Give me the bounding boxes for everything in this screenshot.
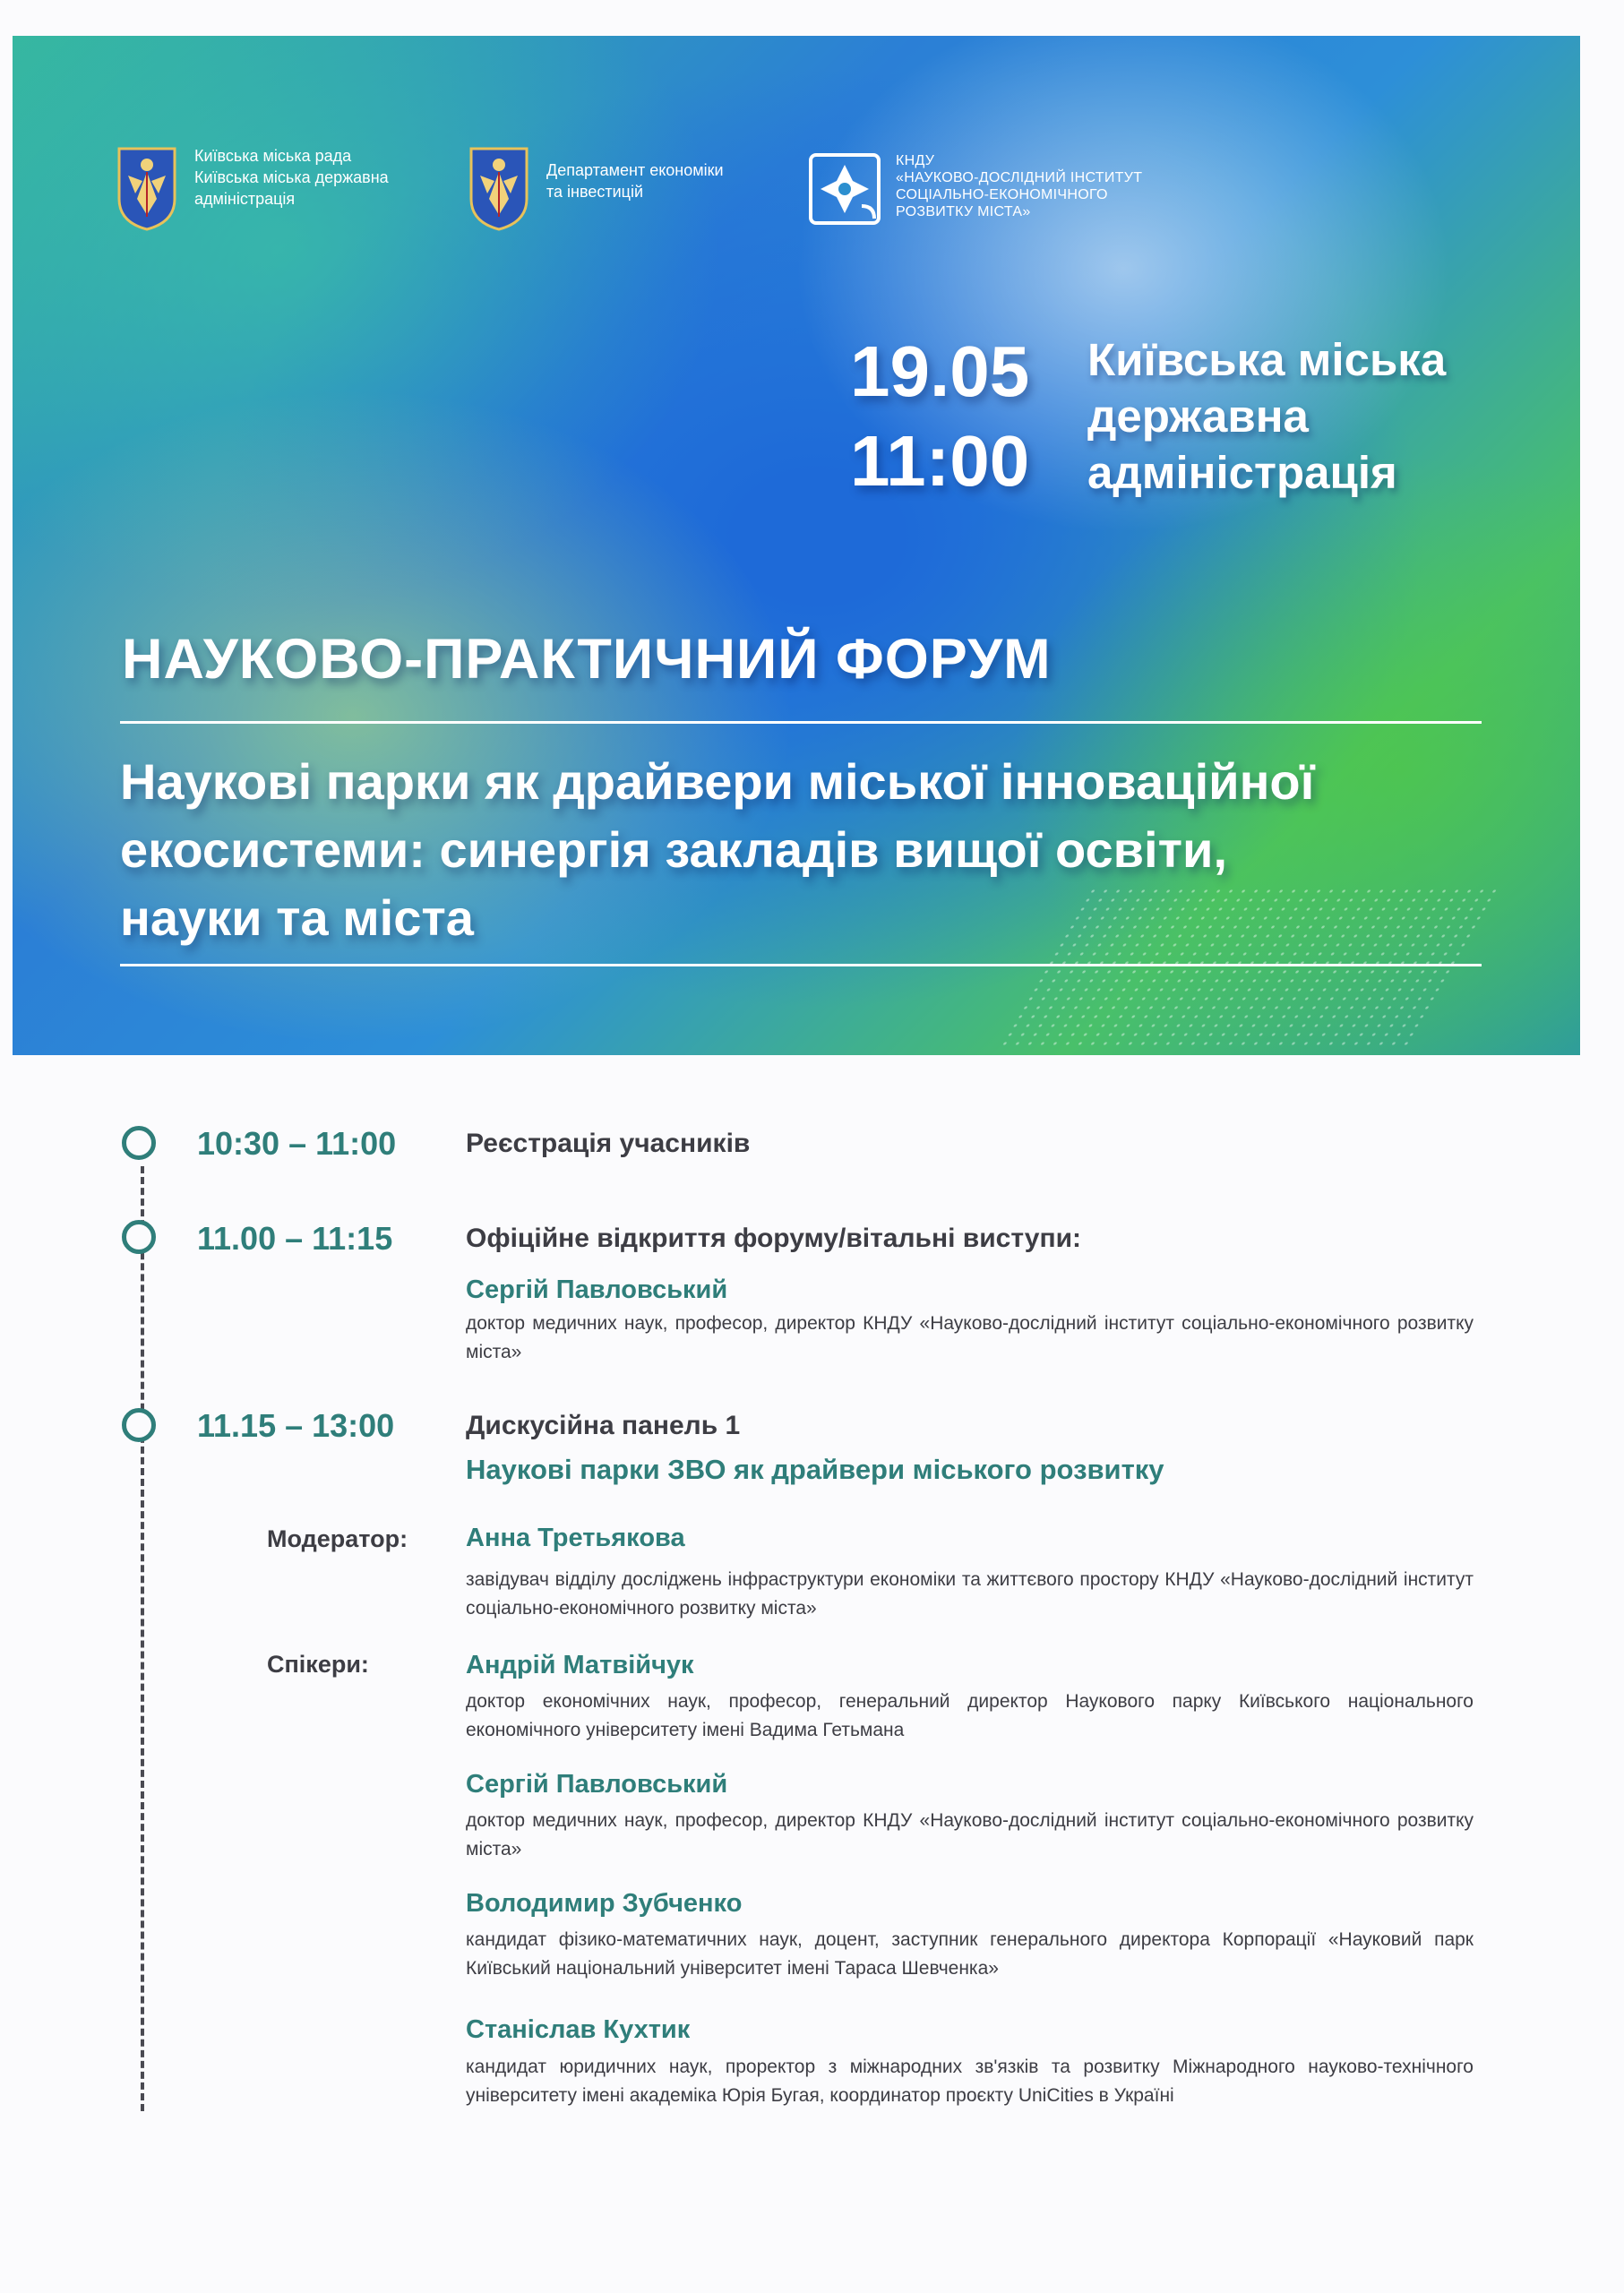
speaker-name: Сергій Павловський [466, 1275, 728, 1304]
speaker-description: кандидат фізико-математичних наук, доцент, заступник генерального директора Корпорації «Науковий парк Київський національний університет імені Тараса Шевченка» [466, 1929, 1474, 1979]
event-banner [13, 36, 1580, 1055]
economics-department-logo-group [468, 145, 724, 231]
slot-time: 10:30 – 11:00 [197, 1125, 397, 1162]
speaker-name: Сергій Павловський [466, 1770, 728, 1799]
forum-title-line: екосистеми: синергія закладів вищої освіти, [120, 821, 1228, 878]
org-line: та інвестицій [546, 183, 644, 201]
economics-department-label [546, 159, 724, 202]
event-venue [1087, 331, 1446, 501]
org-line: КНДУ [896, 153, 935, 168]
slot-subtitle: Наукові парки ЗВО як драйвери міського розвитку [466, 1454, 1164, 1485]
kyiv-coat-of-arms-icon [116, 145, 178, 231]
speaker-description: доктор медичних наук, професор, директор КНДУ «Науково-дослідний інститут соціально-економічного розвитку міста» [466, 1313, 1474, 1362]
org-line: адміністрація [194, 190, 296, 208]
moderator-description: завідувач відділу досліджень інфраструктури економіки та життєвого простору КНДУ «Науково-дослідний інститут соціально-економічного розвитку міста» [466, 1569, 1474, 1619]
org-line: «НАУКОВО-ДОСЛІДНИЙ ІНСТИТУТ [896, 170, 1143, 185]
kndu-label [896, 152, 1142, 220]
speaker-description: доктор медичних наук, професор, директор КНДУ «Науково-дослідний інститут соціально-економічного розвитку міста» [466, 1810, 1474, 1859]
timeline-node-icon [122, 1408, 156, 1442]
timeline-line [141, 1166, 144, 2111]
moderator-label: Модератор: [267, 1525, 408, 1552]
event-time: 11:00 [850, 421, 1030, 501]
forum-title-line: Наукові парки як драйвери міської інноваційної [120, 753, 1315, 810]
org-line: Департамент економіки [546, 161, 724, 179]
speaker-description: доктор економічних наук, професор, генеральний директор Наукового парку Київського національного економічного університету імені Вадима Гетьмана [466, 1691, 1474, 1740]
kndu-logo-icon [808, 152, 881, 226]
slot-title: Дискусійна панель 1 [466, 1411, 741, 1440]
venue-line: державна [1087, 391, 1309, 442]
city-council-logo-group [116, 145, 389, 231]
forum-title-line: науки та міста [120, 889, 474, 946]
city-council-label [194, 145, 389, 210]
venue-line: Київська міська [1087, 334, 1447, 385]
org-line: РОЗВИТКУ МІСТА» [896, 204, 1031, 219]
kyiv-coat-of-arms-icon [468, 145, 530, 231]
slot-time: 11.00 – 11:15 [197, 1220, 393, 1257]
timeline-node-icon [122, 1126, 156, 1160]
slot-title: Реєстрація учасників [466, 1129, 751, 1158]
forum-type-heading: НАУКОВО-ПРАКТИЧНИЙ ФОРУМ [122, 628, 1052, 691]
event-datetime [850, 327, 1029, 506]
venue-line: адміністрація [1087, 447, 1397, 498]
org-line: Київська міська рада [194, 147, 352, 165]
slot-title: Офіційне відкриття форуму/вітальні виступи: [466, 1224, 1082, 1253]
speaker-name: Володимир Зубченко [466, 1889, 743, 1918]
speaker-description: кандидат юридичних наук, проректор з міжнародних зв'язків та розвитку Міжнародного науково-технічного університету імені академіка Юрія Бугая, координатор проєкту UniCities в Україні [466, 2057, 1474, 2106]
org-line: Київська міська державна [194, 168, 389, 186]
title-divider [120, 721, 1482, 724]
speaker-name: Станіслав Кухтик [466, 2015, 691, 2044]
org-line: СОЦІАЛЬНО-ЕКОНОМІЧНОГО [896, 187, 1108, 202]
speakers-label: Спікери: [267, 1651, 369, 1678]
timeline-node-icon [122, 1220, 156, 1254]
kndu-logo-group [808, 152, 1142, 226]
event-date: 19.05 [850, 331, 1030, 411]
speaker-name: Андрій Матвійчук [466, 1651, 694, 1679]
slot-time: 11.15 – 13:00 [197, 1407, 395, 1444]
moderator-name: Анна Третьякова [466, 1524, 685, 1552]
